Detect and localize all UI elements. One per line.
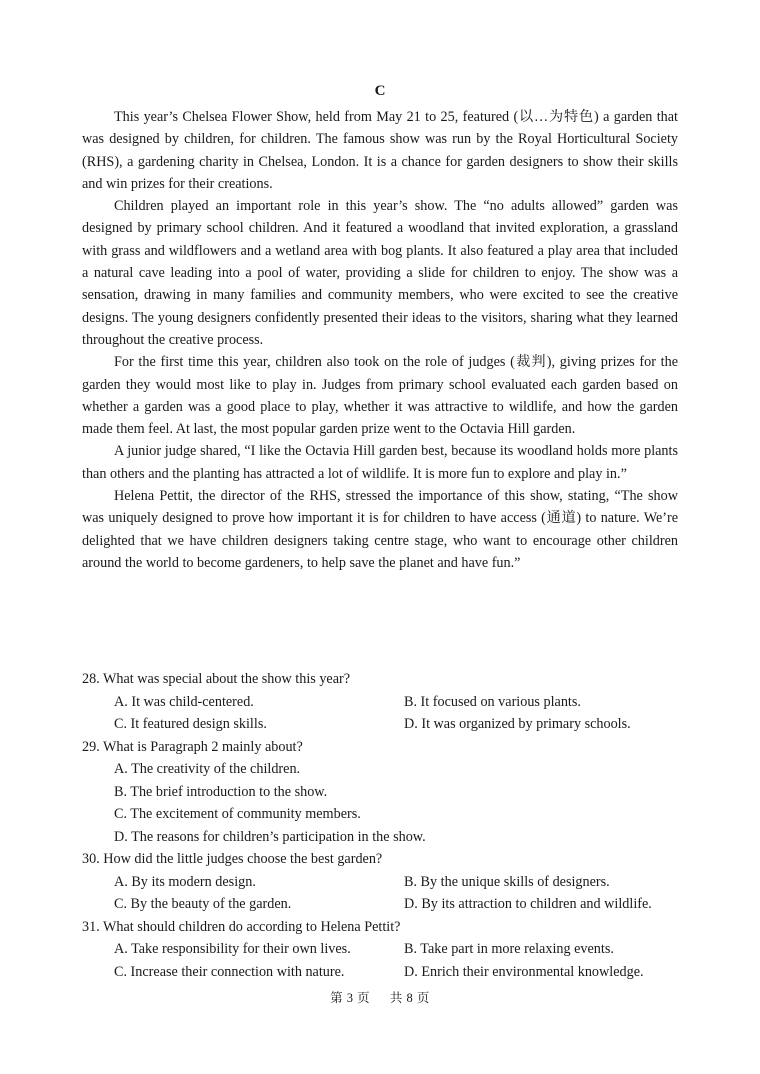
paragraph-2: Children played an important role in this year’s show. The “no adults allowed” garden was designed by primary school children. And it featured a woodland that invited exploration, a grassland with grass and wildflowers and a wetland area with bog plants. It also featured a play area that included a natural cave leading into a pool of water, providing a slide for children to enjoy. The show was a sensation, drawing in many families and community members, who were excited to see the creative designs. The young designers confidently presented their ideas to the visitors, sharing what they learned throughout the creative process.: [82, 198, 678, 348]
option-c: C. It featured design skills.: [114, 716, 267, 732]
question-30: [82, 848, 682, 916]
paragraph-1: This year’s Chelsea Flower Show, held from May 21 to 25, featured (以…为特色) a garden that was designed by children, for children. The famous show was run by the Royal Horticultural Society (RHS), a gardening charity in Chelsea, London. It is a chance for garden designers to show their skills and win prizes for their creations.: [82, 109, 678, 192]
question-list: [82, 668, 682, 983]
option-d: D. By its attraction to children and wildlife.: [404, 896, 652, 912]
question-31: [82, 916, 682, 984]
option-d: D. It was organized by primary schools.: [404, 716, 631, 732]
question-stem: 29. What is Paragraph 2 mainly about?: [82, 738, 303, 755]
option-row: [82, 961, 682, 984]
page-total: 共 8 页: [389, 991, 430, 1005]
paragraph-5: Helena Pettit, the director of the RHS, stressed the importance of this show, stating, “The show was uniquely designed to prove how important it is for children to have access (通道) to nature. We’re delighted that we have children designers taking centre stage, who want to encourage other children around the world to become gardeners, to help save the planet and have fun.”: [82, 488, 678, 571]
reading-passage: [82, 106, 678, 574]
option-d: D. Enrich their environmental knowledge.: [404, 963, 644, 980]
paragraph-3: For the first time this year, children also took on the role of judges (裁判), giving prizes for the garden they would most like to play in. Judges from primary school evaluated each garden based on whether a garden was a good place to play, whether it was attractive to wildlife, and how the garden made them feel. At last, the most popular garden prize went to the Octavia Hill garden.: [82, 354, 678, 438]
question-stem: 31. What should children do according to Helena Pettit?: [82, 918, 401, 935]
question-stem: 28. What was special about the show this year?: [82, 671, 351, 687]
page-number: 第 3 页: [330, 991, 371, 1005]
option-row: [82, 713, 682, 736]
option-a: A. It was child-centered.: [114, 693, 254, 710]
question-28: [82, 668, 682, 736]
question-29: [82, 736, 682, 849]
option-b: B. By the unique skills of designers.: [404, 873, 610, 890]
question-stem: 30. How did the little judges choose the best garden?: [82, 851, 383, 867]
option-row: [82, 691, 682, 714]
option-c: C. By the beauty of the garden.: [114, 896, 292, 912]
option-b: B. Take part in more relaxing events.: [404, 941, 614, 957]
option-row: [82, 893, 682, 916]
option-b: B. It focused on various plants.: [404, 693, 581, 710]
page-footer: [0, 988, 760, 1006]
option-row: [82, 938, 682, 961]
option-row: [82, 871, 682, 894]
paragraph-4: A junior judge shared, “I like the Octavia Hill garden best, because its woodland holds more plants than others and the planting has attracted a lot of wildlife. It is more fun to explore and play in.”: [82, 443, 678, 482]
option-a: A. By its modern design.: [114, 873, 256, 890]
option-d: D. The reasons for children’s participation in the show.: [114, 828, 426, 845]
option-b: B. The brief introduction to the show.: [114, 783, 328, 800]
option-a: A. Take responsibility for their own lives.: [114, 941, 351, 957]
section-title: C: [374, 83, 386, 99]
option-c: C. The excitement of community members.: [114, 806, 361, 822]
option-c: C. Increase their connection with nature.: [114, 963, 345, 980]
option-a: A. The creativity of the children.: [114, 761, 301, 777]
